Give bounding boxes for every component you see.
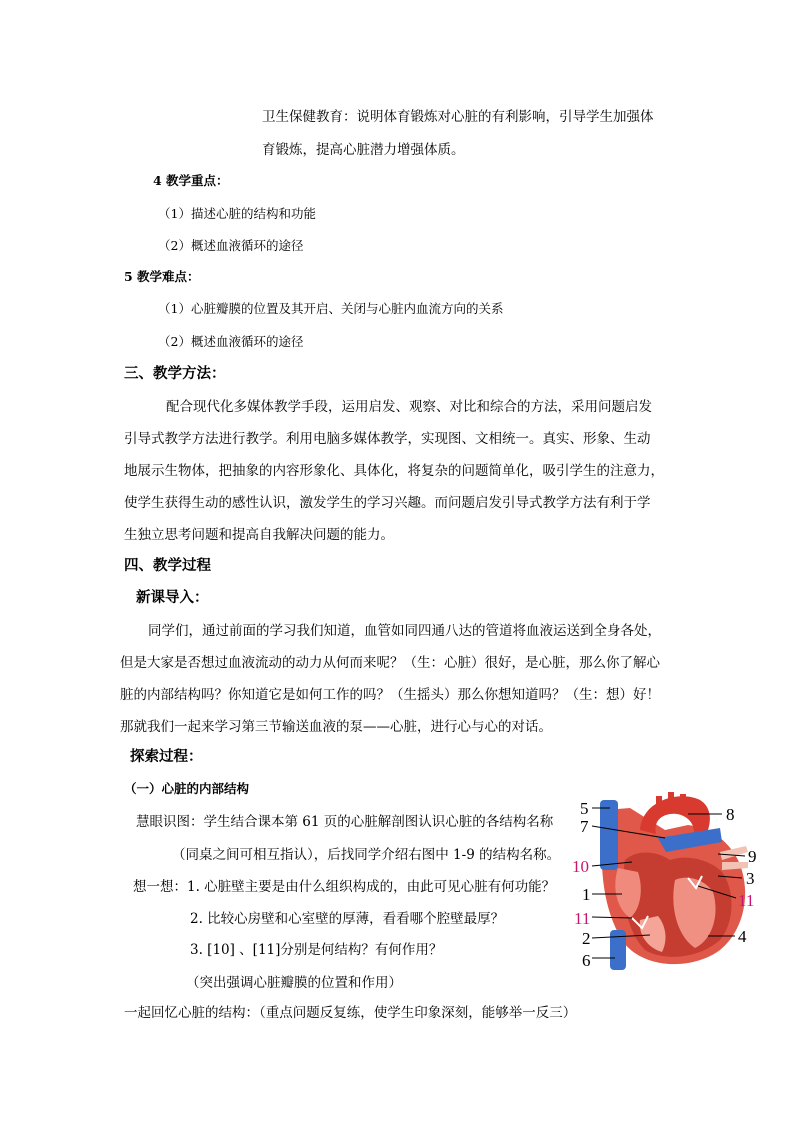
section-heading: 三、教学方法： <box>124 365 226 382</box>
paragraph-line: 同学们，通过前面的学习我们知道，血管如同四通八达的管道将血液运送到全身各处， <box>148 623 661 639</box>
subsection-heading: 新课导入： <box>136 589 209 606</box>
list-item: （1）描述心脏的结构和功能 <box>158 206 316 221</box>
label-7: 7 <box>580 817 589 836</box>
text-line: 慧眼识图：学生结合课本第 61 页的心脏解剖图认识心脏的各结构名称 <box>136 814 554 830</box>
text-line: 3. [10] 、[11]分别是何结构？有何作用？ <box>190 942 443 958</box>
aorta-branch <box>680 794 686 808</box>
section-heading: 四、教学过程 <box>124 557 211 574</box>
label-5: 5 <box>580 799 589 818</box>
pulmonary-vein <box>722 862 748 870</box>
aorta-branch <box>668 792 674 806</box>
paragraph-line: 使学生获得生动的感性认识，激发学生的学习兴趣。而问题启发引导式教学方法有利于学 <box>124 495 651 511</box>
list-item: （2）概述血液循环的途径 <box>158 238 304 253</box>
paragraph-line: 引导式教学方法进行教学。利用电脑多媒体教学，实现图、文相统一。真实、形象、生动 <box>124 431 651 447</box>
label-10: 10 <box>572 857 589 876</box>
aorta-branch <box>656 796 662 810</box>
text-line: 卫生保健教育：说明体育锻炼对心脏的有利影响，引导学生加强体 <box>262 109 654 125</box>
label-2: 2 <box>582 929 591 948</box>
subsection-heading: 探索过程： <box>130 748 203 765</box>
heart-diagram <box>570 790 770 975</box>
text-line: 育锻炼，提高心脏潜力增强体质。 <box>262 142 465 158</box>
label-11-right: 11 <box>738 891 755 910</box>
list-item: （1）心脏瓣膜的位置及其开启、关闭与心脏内血流方向的关系 <box>158 301 504 316</box>
superior-vena-cava <box>600 800 618 870</box>
section-heading: 4 教学重点： <box>153 173 229 188</box>
label-6: 6 <box>582 951 591 970</box>
label-11-left: 11 <box>574 909 591 928</box>
label-1: 1 <box>582 885 591 904</box>
paragraph-line: 脏的内部结构吗？你知道它是如何工作的吗？（生摇头）那么你想知道吗？（生：想）好！ <box>120 687 660 703</box>
text-line: 想一想：1. 心脏壁主要是由什么组织构成的，由此可见心脏有何功能？ <box>133 879 556 895</box>
text-line: 一起回忆心脏的结构：（重点问题反复练，使学生印象深刻，能够举一反三） <box>124 1005 577 1021</box>
list-item: （2）概述血液循环的途径 <box>158 334 304 349</box>
paragraph-line: 那就我们一起来学习第三节输送血液的泵——心脏，进行心与心的对话。 <box>120 719 552 735</box>
subsection-heading: （一）心脏的内部结构 <box>124 781 250 796</box>
text-line: 2. 比较心房壁和心室壁的厚薄，看看哪个腔壁最厚？ <box>190 911 505 927</box>
text-line: （同桌之间可相互指认），后找同学介绍右图中 1-9 的结构名称。 <box>172 847 561 863</box>
label-9: 9 <box>748 847 757 866</box>
label-8: 8 <box>726 805 735 824</box>
label-3: 3 <box>746 869 755 888</box>
label-4: 4 <box>738 927 747 946</box>
paragraph-line: 配合现代化多媒体教学手段，运用启发、观察、对比和综合的方法，采用问题启发 <box>166 399 652 415</box>
text-line: （突出强调心脏瓣膜的位置和作用） <box>186 975 402 991</box>
paragraph-line: 生独立思考问题和提高自我解决问题的能力。 <box>124 527 394 543</box>
paragraph-line: 地展示生物体，把抽象的内容形象化、具体化，将复杂的问题简单化，吸引学生的注意力， <box>124 463 664 479</box>
section-heading: 5 教学难点： <box>124 269 200 284</box>
paragraph-line: 但是大家是否想过血液流动的动力从何而来呢？（生：心脏）很好，是心脏，那么你了解心 <box>120 655 660 671</box>
